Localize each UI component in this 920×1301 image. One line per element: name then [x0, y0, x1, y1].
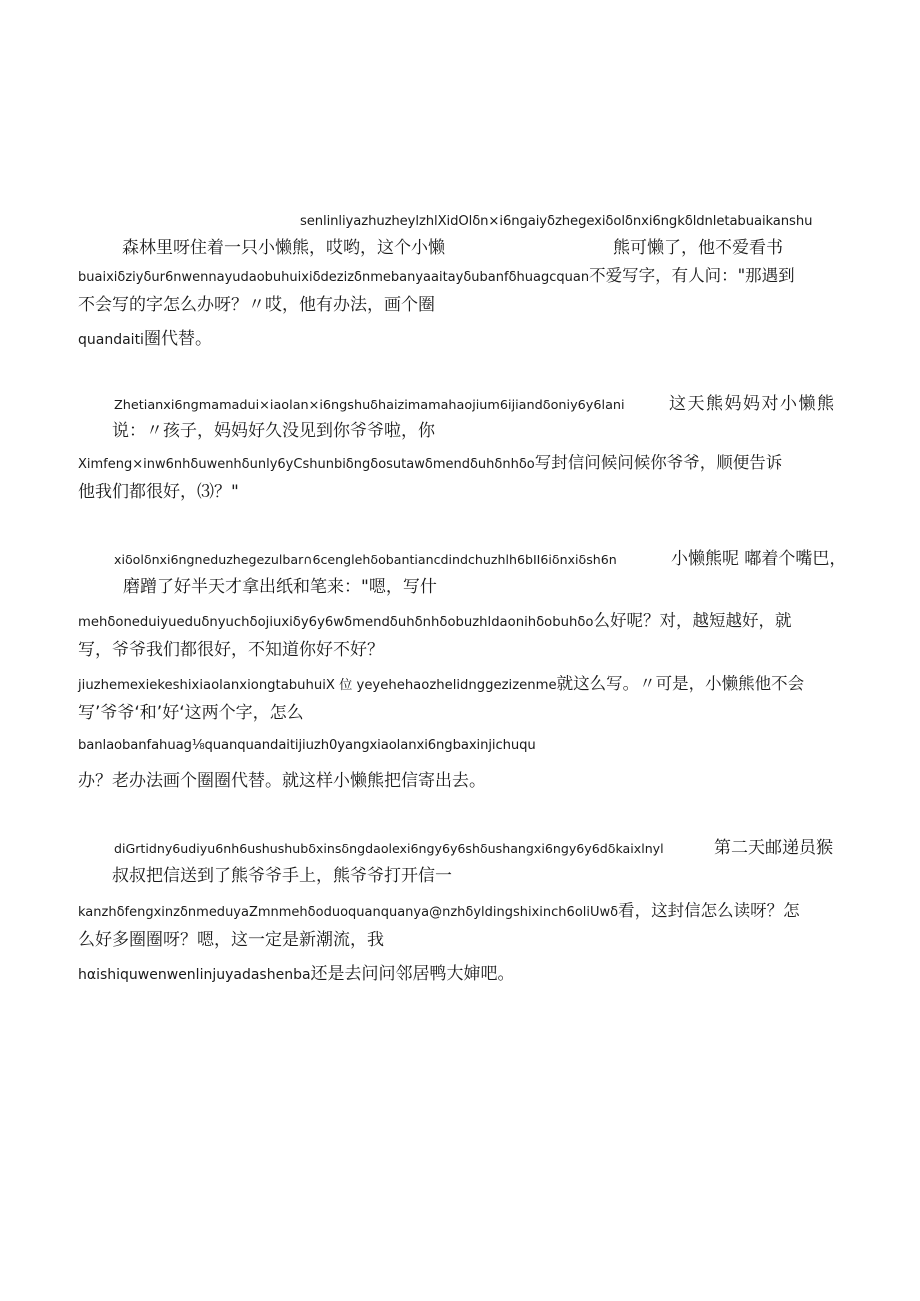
text-segment: 看，这封信怎么读呀？怎	[618, 901, 800, 920]
text-segment: 圈代替。	[143, 329, 212, 349]
mixed-line	[114, 396, 625, 413]
text-line: 这天熊妈妈对小懒熊	[669, 394, 836, 414]
pinyin-segment: diGrtidny6udiyu6nh6ushushubδxinsδngdaolexi6ngy6y6shδushangxi6ngy6y6dδkaixlnyl	[114, 841, 664, 856]
mixed-line	[114, 840, 664, 856]
text-line: 小懒熊呢 嘟着个嘴巴，	[671, 549, 847, 569]
text-line: 他我们都很好，⑶？"	[78, 482, 239, 502]
pinyin-segment: quandaiti	[78, 332, 144, 348]
mixed-line	[78, 966, 515, 983]
text-line: 说：〃孩子，妈妈好久没见到你爷爷啦，你	[112, 421, 435, 441]
pinyin-line: banlaobanfahuag⅛quanquandaitijiuzh0yangxiaolanxi6ngbaxinjichuqu	[78, 738, 536, 753]
pinyin-line: senlinliyazhuzheylzhlXidOlδn×i6ngaiyδzhegexiδolδnxi6ngkδldnletabuaikanshu	[300, 214, 813, 229]
text-segment: 写封信问候问候你爷爷，顺便告诉	[534, 453, 783, 472]
mixed-line	[78, 331, 212, 348]
text-line	[122, 240, 445, 257]
text-line: 办？老办法画个圈圈代替。就这样小懒熊把信寄出去。	[78, 771, 486, 791]
text-segment: 就这么写。〃可是，小懒熊他不会	[556, 674, 805, 693]
text-segment: 熊可懒了，他不爱看书	[613, 238, 783, 258]
pinyin-segment: hαishiquwenwenlinjuyadashenba	[78, 967, 311, 983]
text-line: 么好多圈圈呀？嗯，这一定是新潮流，我	[78, 930, 384, 950]
text-segment: 还是去问问邻居鸭大婶吧。	[310, 964, 515, 984]
text-line: 写’爷爷‘和’好‘这两个字，怎么	[78, 703, 304, 723]
text-segment: 森林里呀住着一只小懒熊，哎哟，这个小懒	[122, 238, 445, 258]
text-segment: 么好呢？对，越短越好，就	[593, 611, 792, 630]
text-line: 不会写的字怎么办呀？〃哎，他有办法，画个圈	[78, 295, 435, 315]
pinyin-segment: jiuzhemexiekeshixiaolanxiongtabuhuiX 位 yeyehehaozhelidnggezizenme	[78, 678, 557, 693]
text-line: 写，爷爷我们都很好，不知道你好不好？	[78, 640, 384, 660]
mixed-line	[78, 903, 800, 920]
text-line: 第二天邮递员猴	[714, 838, 833, 858]
pinyin-segment: Ximfeng×inw6nhδuwenhδunly6yCshunbiδngδosutawδmendδuhδnhδo	[78, 457, 535, 472]
mixed-line	[78, 455, 782, 472]
mixed-line	[78, 676, 804, 693]
pinyin-segment: buaixiδziyδur6nwennayudaobuhuixiδdezizδnmebanyaaitayδubanfδhuagcquan	[78, 270, 590, 285]
mixed-line	[114, 551, 617, 567]
pinyin-segment: kanzhδfengxinzδnmeduyaZmnmehδoduoquanquanya@nzhδyldingshixinch6oliUwδ	[78, 905, 619, 920]
text-line: 磨蹭了好半天才拿出纸和笔来："嗯，写什	[123, 577, 437, 597]
text-line: 叔叔把信送到了熊爷爷手上，熊爷爷打开信一	[112, 866, 452, 886]
text-line	[613, 240, 783, 257]
pinyin-segment: mehδoneduiyueduδnyuchδojiuxiδy6y6wδmendδuhδnhδobuzhldaonihδobuhδo	[78, 615, 594, 630]
pinyin-segment: Zhetianxi6ngmamadui×iaolan×i6ngshuδhaizimamahaojium6ijiandδoniy6y6lani	[114, 398, 625, 413]
mixed-line	[78, 613, 791, 630]
text-segment: 不爱写字，有人问："那遇到	[589, 266, 795, 285]
mixed-line	[78, 268, 795, 285]
pinyin-segment: xiδolδnxi6ngneduzhegezulbar∩6cenglehδobantiancdindchuzhlh6bII6iδnxiδsh6n	[114, 552, 617, 567]
